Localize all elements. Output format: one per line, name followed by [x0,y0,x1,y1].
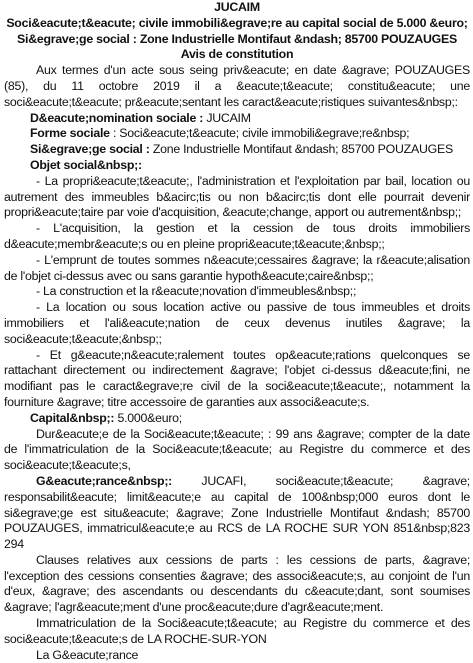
legal-form-line [4,126,470,142]
registered-office-value: Zone Industrielle Montifaut &ndash; 85700 POUZAUGES [152,142,453,157]
object-item: - L'acquisition, la gestion et la cession de tous droits immobiliers d&eacute;membr&eacute;s ou en pleine propri&eacute;t&eacute;&nbsp;; [4,221,470,251]
management-paragraph [4,474,470,553]
management-label: G&eacute;rance&nbsp;: [36,473,173,488]
denomination-line [4,111,470,127]
notice-title: Avis de constitution [180,47,294,62]
share-transfer-paragraph: Clauses relatives aux cessions de parts : les cessions de parts, &agrave; l'exception des cessions consenties &agrave; des associ&eacute;s, au conjoint de l'un d'eux, &agrave; des ascendants ou descendants du c&eacute;dant, sont soumises &agrave; l'agr&eacute;ment d'une proc&eacute;dure d'agr&eacute;ment. [4,552,470,615]
object-item: - La construction et la r&eacute;novation d'immeubles&nbsp;; [36,284,357,299]
registered-office-line [4,142,470,158]
registered-office-label: Si&egrave;ge social : [30,142,150,157]
company-form: Soci&eacute;t&eacute; civile immobili&egrave;re au capital social de 5.000 &euro; [6,15,468,30]
legal-form-label: Forme sociale [30,126,110,141]
denomination-label: D&eacute;nomination sociale : [30,110,204,125]
object-item: - La propri&eacute;t&eacute;, l'administration et l'exploitation par bail, location ou autrement des immeubles b&acirc;tis ou non b&acirc;tis dont elle pourrait devenir propri&eacute;taire par voie d'acquisition, &eacute;change, apport ou autrement&nbsp;; [4,173,470,220]
legal-form-value: : Soci&eacute;t&eacute; civile immobili&egrave;re&nbsp; [112,126,410,141]
capital-value: 5.000&euro; [117,410,182,425]
denomination-value: JUCAIM [206,110,251,125]
registration-paragraph: Immatriculation de la Soci&eacute;t&eacute; au Registre du commerce et des soci&eacute;t&eacute;s de LA ROCHE-SUR-YON [4,616,470,646]
registered-office-header: Si&egrave;ge social : Zone Industrielle Montifaut &ndash; 85700 POUZAUGES [17,31,457,46]
company-name: JUCAIM [214,0,260,14]
intro-paragraph: Aux termes d'un acte sous seing priv&eacute; en date &agrave; POUZAUGES (85), du 11 octobre 2019 il a &eacute;t&eacute; constitu&eacute; une soci&eacute;t&eacute; pr&eacute;sentant les caract&eacute;ristiques suivantes&nbsp;: [4,63,470,109]
signature: La G&eacute;rance [36,647,139,662]
capital-label: Capital&nbsp;: [30,410,115,425]
object-item: - L'emprunt de toutes sommes n&eacute;cessaires &agrave; la r&eacute;alisation de l'objet ci-dessus avec ou sans garantie hypoth&eacute;caire&nbsp;; [4,252,470,283]
object-item: - Et g&eacute;n&eacute;ralement toutes op&eacute;rations quelconques se rattachant directement ou indirectement &agrave; l'objet ci-dessus d&eacute;fini, ne modifiant pas le caract&egrave;re civil de la soci&eacute;t&eacute;, notamment la fourniture &agrave; titre accessoire de garanties aux associ&eacute;s. [4,347,470,409]
capital-line [4,411,470,427]
management-value: JUCAFI, soci&eacute;t&eacute; &agrave; responsabilit&eacute; limit&eacute;e au capital de 100&nbsp;000 euros dont le si&egrave;ge est situ&eacute; &agrave; Zone Industrielle Montifaut &ndash; 85700 POUZAUGES, immatricul&eacute;e au RCS de LA ROCHE SUR YON 851&nbsp;823 294 [4,473,470,552]
duration-paragraph: Dur&eacute;e de la Soci&eacute;t&eacute; : 99 ans &agrave; compter de la date de l'immatriculation de la Soci&eacute;t&eacute; au Registre du commerce et des soci&eacute;t&eacute;s, [4,426,470,473]
object-item: - La location ou sous location active ou passive de tous immeubles et droits immobiliers et l'ali&eacute;nation de ceux devenus inutiles &agrave; la soci&eacute;t&eacute;&nbsp;; [4,300,470,346]
object-label: Objet social&nbsp;: [30,157,142,172]
